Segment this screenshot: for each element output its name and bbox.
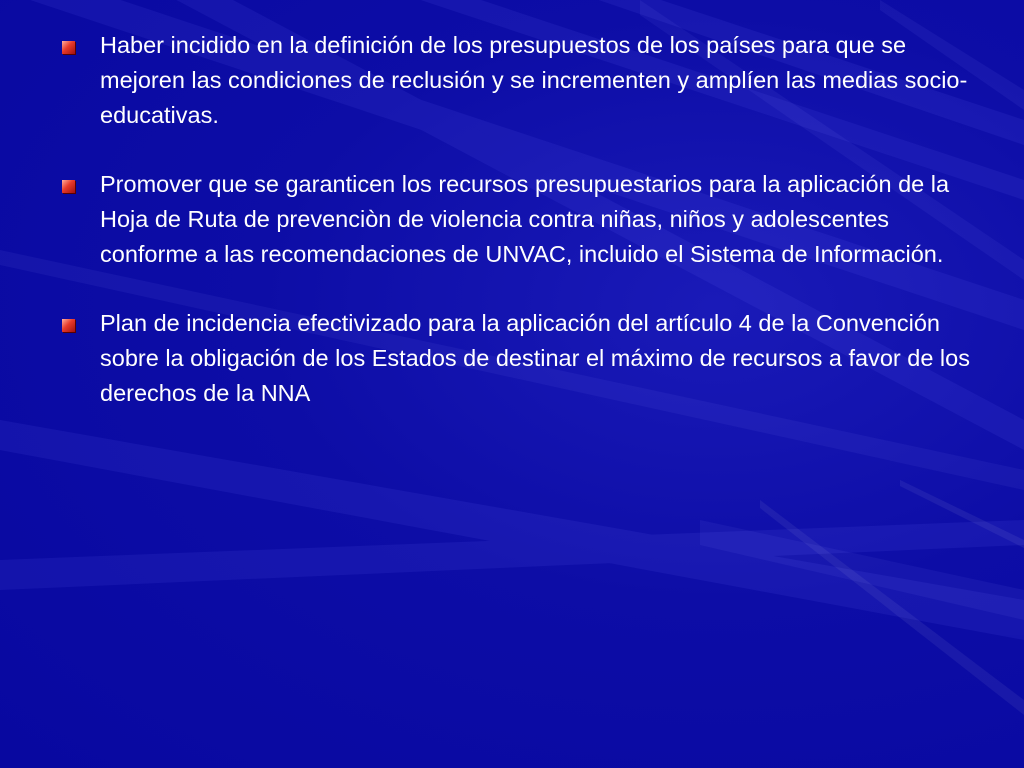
bullet-item-3 (60, 306, 980, 411)
bullet-item-2 (60, 167, 980, 272)
bullet-list (60, 28, 980, 445)
bullet-item-1 (60, 28, 980, 133)
square-bullet-icon (62, 41, 75, 54)
bullet-text-2: Promover que se garanticen los recursos presupuestarios para la aplicación de la Hoja de Ruta de prevenciòn de violencia contra niñas, niños y adolescentes conforme a las recomendaciones de UNVAC, incluido el Sistema de Información. (100, 171, 950, 267)
bullet-text-1: Haber incidido en la definición de los presupuestos de los países para que se mejoren las condiciones de reclusión y se incrementen y amplíen las medias socio-educativas. (100, 32, 968, 128)
square-bullet-icon (62, 319, 75, 332)
bullet-text-3: Plan de incidencia efectivizado para la aplicación del artículo 4 de la Convención sobre la obligación de los Estados de destinar el máximo de recursos a favor de los derechos de la NNA (100, 310, 970, 406)
square-bullet-icon (62, 180, 75, 193)
